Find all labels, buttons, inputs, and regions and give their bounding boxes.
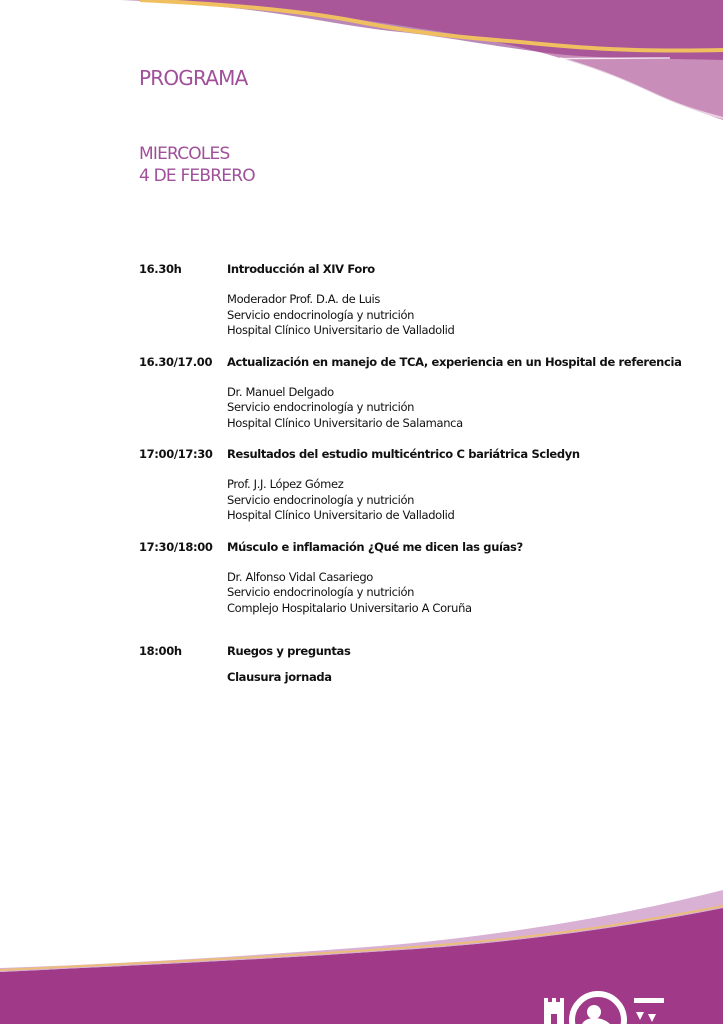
entry-body [227, 355, 699, 432]
entry-time: 16.30/17.00 [139, 354, 213, 369]
entry-time: 18:00h [139, 644, 182, 658]
entry-body [227, 644, 699, 684]
entry-time: 17:00/17:30 [139, 447, 213, 461]
schedule-entry [139, 262, 699, 339]
entry-speaker [227, 570, 699, 617]
entry-title: Ruegos y preguntas [227, 644, 351, 658]
day-heading [139, 143, 255, 187]
castle-icon [544, 998, 564, 1024]
speaker-service: Servicio endocrinología y nutrición [227, 492, 415, 507]
entry-title: Actualización en manejo de TCA, experiencia en un Hospital de referencia [227, 354, 682, 369]
speaker-service: Servicio endocrinología y nutrición [227, 400, 415, 414]
schedule-entry [139, 355, 699, 432]
entry-title: Introducción al XIV Foro [227, 262, 375, 276]
entry-speaker [227, 477, 699, 524]
entry-title: Resultados del estudio multicéntrico C bariátrica Scledyn [227, 447, 580, 461]
entry-speaker [227, 385, 699, 432]
castle-and-figure-logo [540, 990, 720, 1024]
speaker-name: Dr. Alfonso Vidal Casariego [227, 569, 373, 584]
schedule-entry [139, 540, 699, 617]
entry-speaker [227, 292, 699, 339]
speaker-hospital: Hospital Clínico Universitario de Valladolid [227, 323, 455, 337]
entry-time: 17:30/18:00 [139, 539, 213, 554]
entry-body [227, 262, 699, 339]
schedule-list [139, 262, 699, 684]
top-wave-decoration [0, 0, 723, 150]
entry-time: 16.30h [139, 262, 182, 276]
speaker-hospital: Complejo Hospitalario Universitario A Coruña [227, 600, 472, 615]
speaker-hospital: Hospital Clínico Universitario de Valladolid [227, 508, 455, 522]
schedule-entry [139, 447, 699, 524]
speaker-service: Servicio endocrinología y nutrición [227, 585, 415, 599]
entry-closing: Clausura jornada [227, 670, 332, 684]
speaker-service: Servicio endocrinología y nutrición [227, 307, 415, 322]
speaker-name: Prof. J.J. López Gómez [227, 477, 344, 491]
entry-body [227, 540, 699, 617]
day-date: 4 DE FEBRERO [139, 166, 255, 186]
speaker-name: Moderador Prof. D.A. de Luis [227, 292, 380, 306]
speaker-hospital: Hospital Clínico Universitario de Salamanca [227, 415, 463, 430]
wave-mark-icon [634, 998, 664, 1022]
day-weekday: MIERCOLES [139, 144, 230, 164]
entry-title: Músculo e inflamación ¿Qué me dicen las guías? [227, 539, 523, 554]
speaker-name: Dr. Manuel Delgado [227, 384, 334, 399]
schedule-entry [139, 644, 699, 684]
figure-emblem-icon [572, 994, 624, 1024]
entry-body [227, 447, 699, 524]
page-title: PROGRAMA [139, 66, 248, 90]
